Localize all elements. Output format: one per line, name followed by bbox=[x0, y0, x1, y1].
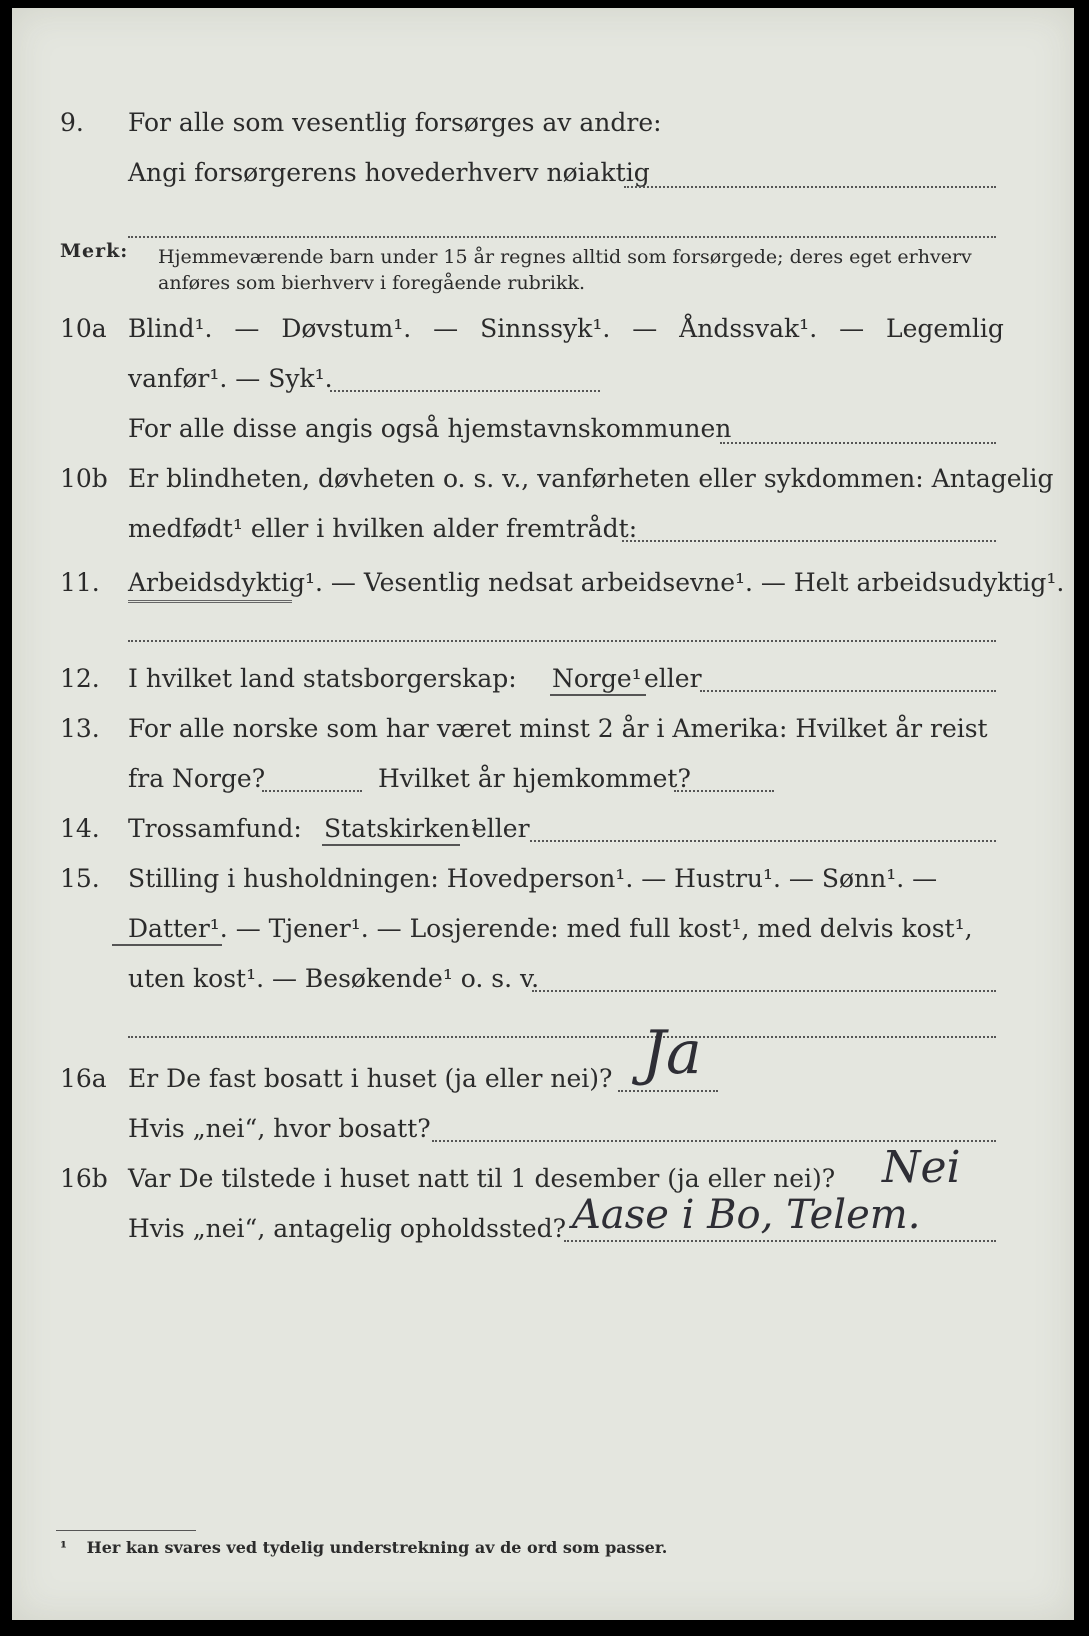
q16b-line2: Hvis „nei“, antagelig opholdssted? bbox=[128, 1214, 567, 1243]
merk-line2: anføres som bierhverv i foregående rubrikk. bbox=[158, 272, 586, 294]
q15-line1: Stilling i husholdningen: Hovedperson¹. — Hustru¹. — Sønn¹. — bbox=[128, 864, 938, 893]
q9-number: 9. bbox=[60, 108, 84, 137]
q10a-line3: For alle disse angis også hjemstavnskommunen bbox=[128, 414, 732, 443]
q10b-answer-line[interactable] bbox=[622, 540, 996, 542]
q10b-line1: Er blindheten, døvheten o. s. v., vanførheten eller sykdommen: Antagelig bbox=[128, 464, 1054, 493]
q11-line1: Arbeidsdyktig¹. — Vesentlig nedsat arbeidsevne¹. — Helt arbeidsudyktig¹. bbox=[128, 568, 1065, 597]
q10a-number: 10a bbox=[60, 314, 107, 343]
q16b-handwritten-answer: Nei bbox=[882, 1142, 961, 1193]
merk-line1: Hjemmeværende barn under 15 år regnes alltid som forsørgede; deres eget erhverv bbox=[158, 246, 972, 268]
q10a-item: Legemlig bbox=[886, 314, 1004, 343]
footnote-text: Her kan svares ved tydelig understrekning av de ord som passer. bbox=[86, 1538, 668, 1557]
q13-line2b: Hvilket år hjemkommet? bbox=[378, 764, 691, 793]
q15-number: 15. bbox=[60, 864, 100, 893]
q10a-item: Blind¹. bbox=[128, 314, 213, 343]
q9-answer-line-2[interactable] bbox=[128, 236, 996, 238]
footnote-rule bbox=[56, 1530, 196, 1531]
q14-answer-line[interactable] bbox=[530, 840, 996, 842]
q15-line3: uten kost¹. — Besøkende¹ o. s. v. bbox=[128, 964, 540, 993]
q12-text: I hvilket land statsborgerskap: bbox=[128, 664, 517, 693]
q10a-home-line[interactable] bbox=[720, 442, 996, 444]
q13-number: 13. bbox=[60, 714, 100, 743]
q15-underline-mark bbox=[112, 944, 222, 946]
q12-answer-line[interactable] bbox=[700, 690, 996, 692]
footnote bbox=[60, 1538, 667, 1557]
q11-underline-mark bbox=[128, 594, 292, 603]
q16a-answer-line[interactable] bbox=[618, 1090, 718, 1092]
q16a-handwritten-answer: Ja bbox=[642, 1018, 702, 1088]
q14-number: 14. bbox=[60, 814, 100, 843]
q11-number: 11. bbox=[60, 568, 100, 597]
q16b-line1: Var De tilstede i huset natt til 1 desember (ja eller nei)? bbox=[128, 1164, 836, 1193]
q11-answer-line[interactable] bbox=[128, 640, 996, 642]
q10a-item: Sinnssyk¹. bbox=[480, 314, 611, 343]
q15-answer-line[interactable] bbox=[532, 990, 996, 992]
q12-suffix: eller bbox=[644, 664, 702, 693]
q14-option-statskirken[interactable]: Statskirken¹ bbox=[324, 814, 481, 843]
q10b-number: 10b bbox=[60, 464, 108, 493]
q13-line2a: fra Norge? bbox=[128, 764, 266, 793]
q16a-line2: Hvis „nei“, hvor bosatt? bbox=[128, 1114, 431, 1143]
q10a-dash: — bbox=[234, 314, 260, 343]
q16a-line1: Er De fast bosatt i huset (ja eller nei)? bbox=[128, 1064, 613, 1093]
q12-option-norge[interactable]: Norge¹ bbox=[552, 664, 642, 693]
q9-answer-line[interactable] bbox=[624, 186, 996, 188]
q13-reist-line[interactable] bbox=[262, 790, 362, 792]
q12-underline-mark bbox=[550, 694, 646, 696]
q10b-line2: medfødt¹ eller i hvilken alder fremtrådt: bbox=[128, 514, 638, 543]
q12-number: 12. bbox=[60, 664, 100, 693]
census-form-page bbox=[12, 8, 1074, 1620]
q9-line1: For alle som vesentlig forsørges av andre: bbox=[128, 108, 662, 137]
q14-text: Trossamfund: bbox=[128, 814, 302, 843]
q14-suffix: eller bbox=[472, 814, 530, 843]
q15-line2: Datter¹. — Tjener¹. — Losjerende: med full kost¹, med delvis kost¹, bbox=[128, 914, 973, 943]
q13-hjemkommet-line[interactable] bbox=[674, 790, 774, 792]
q10a-dash: — bbox=[433, 314, 459, 343]
q10a-line2: vanfør¹. — Syk¹. bbox=[128, 364, 333, 393]
q16b-number: 16b bbox=[60, 1164, 108, 1193]
q13-line1: For alle norske som har været minst 2 år i Amerika: Hvilket år reist bbox=[128, 714, 988, 743]
q10a-answer-line[interactable] bbox=[330, 390, 600, 392]
merk-label: Merk: bbox=[60, 240, 129, 262]
q10a-dash: — bbox=[839, 314, 865, 343]
q16a-number: 16a bbox=[60, 1064, 107, 1093]
q10a-dash: — bbox=[632, 314, 658, 343]
q10a-options bbox=[128, 314, 1004, 344]
q15-answer-line-2[interactable] bbox=[128, 1036, 996, 1038]
q10a-item: Åndssvak¹. bbox=[679, 314, 818, 343]
footnote-mark: ¹ bbox=[60, 1538, 68, 1557]
q9-line2: Angi forsørgerens hovederhverv nøiaktig bbox=[128, 158, 650, 187]
q10a-item: Døvstum¹. bbox=[281, 314, 412, 343]
q14-underline-mark bbox=[322, 844, 460, 846]
q16b-handwritten-place: Aase i Bo, Telem. bbox=[572, 1192, 921, 1238]
q16b-answer-line[interactable] bbox=[564, 1240, 996, 1242]
